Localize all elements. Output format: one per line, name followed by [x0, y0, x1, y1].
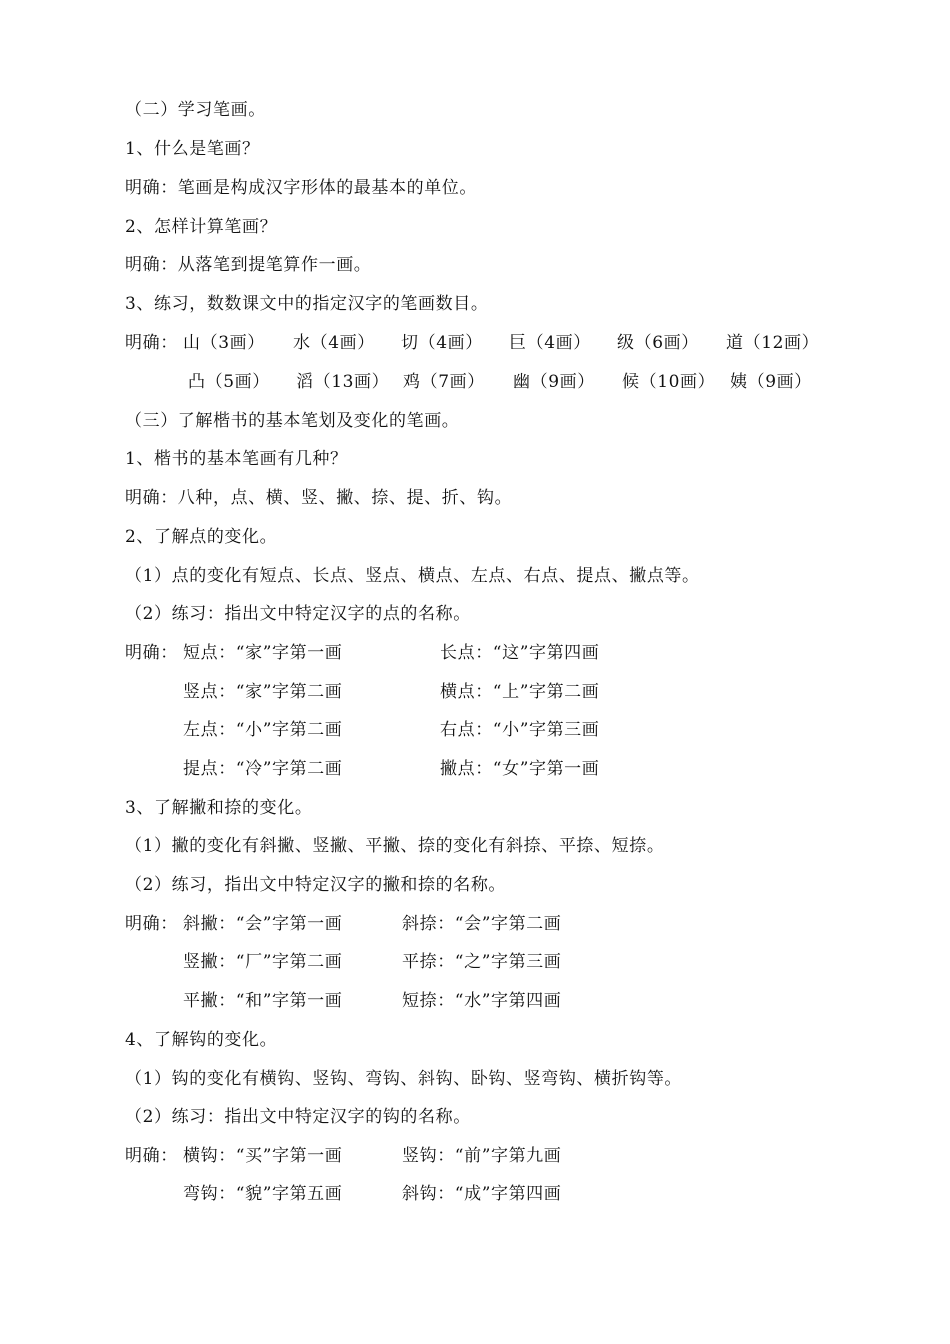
dot-answer-item: 长点：“这”字第四画	[440, 643, 600, 663]
section3-q3: 3、了解撇和捺的变化。	[125, 798, 313, 818]
pie-na-variations: （1）撇的变化有斜撇、竖撇、平撇、捺的变化有斜捺、平捺、短捺。	[125, 836, 665, 856]
stroke-count-item: 候（10画）	[622, 372, 716, 392]
dot-answer-item: 横点：“上”字第二画	[440, 682, 600, 702]
stroke-count-item: 巨（4画）	[509, 333, 591, 353]
pie-na-exercise: （2）练习，指出文中特定汉字的撇和捺的名称。	[125, 875, 507, 895]
section3-q4: 4、了解钩的变化。	[125, 1030, 278, 1050]
gou-variations: （1）钩的变化有横钩、竖钩、弯钩、斜钩、卧钩、竖弯钩、横折钩等。	[125, 1069, 683, 1089]
dot-answer-item: 左点：“小”字第二画	[183, 720, 343, 740]
stroke-count-item: 凸（5画）	[188, 372, 270, 392]
section2-a1: 明确：笔画是构成汉字形体的最基本的单位。	[125, 178, 477, 198]
section3-heading: （三）了解楷书的基本笔划及变化的笔画。	[125, 411, 460, 431]
pie-answer-prefix: 明确：	[125, 914, 178, 934]
pie-answer-item: 平撇：“和”字第一画	[183, 991, 343, 1011]
dot-answer-item: 撇点：“女”字第一画	[440, 759, 600, 779]
dot-answer-prefix: 明确：	[125, 643, 178, 663]
section2-a3-prefix: 明确：	[125, 333, 178, 353]
pie-answer-item: 平捺：“之”字第三画	[402, 952, 562, 972]
stroke-count-item: 道（12画）	[726, 333, 820, 353]
stroke-count-item: 幽（9画）	[513, 372, 595, 392]
section2-q3: 3、练习，数数课文中的指定汉字的笔画数目。	[125, 294, 489, 314]
gou-exercise: （2）练习：指出文中特定汉字的钩的名称。	[125, 1107, 471, 1127]
gou-answer-prefix: 明确：	[125, 1146, 178, 1166]
stroke-count-item: 切（4画）	[401, 333, 483, 353]
section3-a1: 明确：八种，点、横、竖、撇、捺、提、折、钩。	[125, 488, 513, 508]
gou-answer-item: 竖钩：“前”字第九画	[402, 1146, 562, 1166]
section2-heading: （二）学习笔画。	[125, 100, 266, 120]
stroke-count-item: 鸡（7画）	[403, 372, 485, 392]
pie-answer-item: 斜撇：“会”字第一画	[183, 914, 343, 934]
stroke-count-item: 姨（9画）	[730, 372, 812, 392]
pie-answer-item: 竖撇：“厂”字第二画	[183, 952, 343, 972]
dot-answer-item: 提点：“冷”字第二画	[183, 759, 343, 779]
gou-answer-item: 横钩：“买”字第一画	[183, 1146, 343, 1166]
stroke-count-item: 级（6画）	[617, 333, 699, 353]
gou-answer-item: 弯钩：“貌”字第五画	[183, 1184, 343, 1204]
pie-answer-item: 短捺：“水”字第四画	[402, 991, 562, 1011]
stroke-count-item: 水（4画）	[293, 333, 375, 353]
section3-q2: 2、了解点的变化。	[125, 527, 278, 547]
stroke-count-item: 滔（13画）	[296, 372, 390, 392]
dot-answer-item: 短点：“家”字第一画	[183, 643, 343, 663]
section2-a2: 明确：从落笔到提笔算作一画。	[125, 255, 372, 275]
section2-q1: 1、什么是笔画？	[125, 139, 260, 159]
section3-q1: 1、楷书的基本笔画有几种？	[125, 449, 348, 469]
dot-answer-item: 右点：“小”字第三画	[440, 720, 600, 740]
section2-q2: 2、怎样计算笔画？	[125, 217, 278, 237]
dot-answer-item: 竖点：“家”字第二画	[183, 682, 343, 702]
dot-exercise: （2）练习：指出文中特定汉字的点的名称。	[125, 604, 471, 624]
gou-answer-item: 斜钩：“成”字第四画	[402, 1184, 562, 1204]
dot-variations: （1）点的变化有短点、长点、竖点、横点、左点、右点、提点、撇点等。	[125, 566, 700, 586]
stroke-count-item: 山（3画）	[183, 333, 265, 353]
pie-answer-item: 斜捺：“会”字第二画	[402, 914, 562, 934]
